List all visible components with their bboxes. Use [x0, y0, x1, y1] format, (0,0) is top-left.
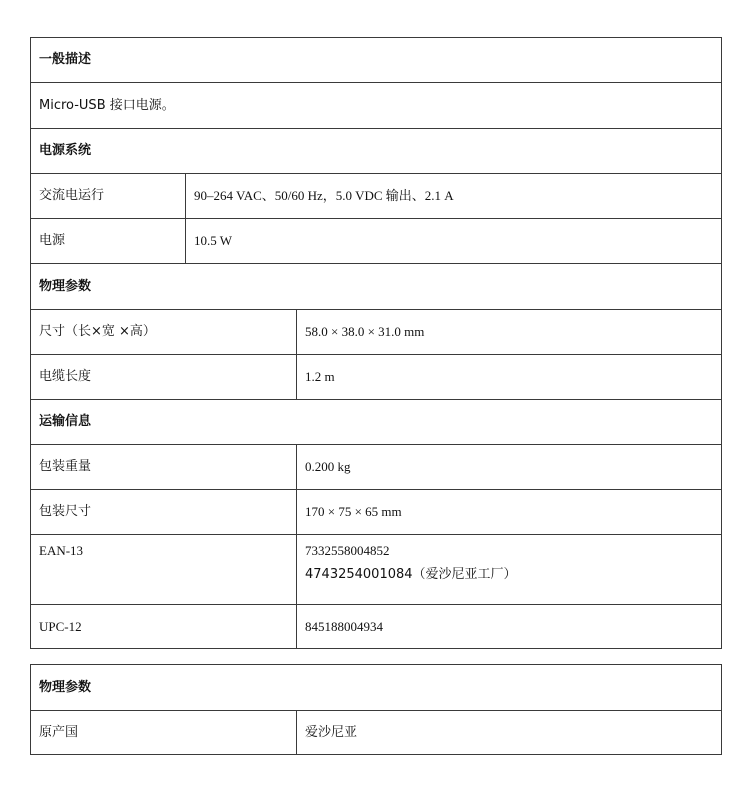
shipping-header: 运输信息 [39, 414, 92, 429]
ean-values [297, 535, 721, 604]
shipping-header-row [31, 399, 721, 444]
upc-value: 845188004934 [305, 618, 383, 634]
upc-label: UPC-12 [31, 605, 297, 648]
package-size-value: 170 × 75 × 65 mm [305, 504, 402, 519]
ean-value-1: 7332558004852 [305, 543, 390, 558]
ean-value-2: 4743254001084（爱沙尼亚工厂） [305, 567, 517, 582]
cable-length-value: 1.2 m [305, 369, 335, 384]
table-row [31, 354, 721, 399]
physical-shipping-table [30, 263, 722, 649]
origin-header: 物理参数 [39, 679, 92, 695]
ean-label: EAN-13 [31, 535, 297, 604]
ac-operation-label: 交流电运行 [31, 174, 186, 218]
cable-length-label: 电缆长度 [31, 355, 297, 399]
table-row [31, 309, 721, 354]
ac-operation-value: 90–264 VAC、50/60 Hz，5.0 VDC 输出、2.1 A [194, 188, 454, 203]
table-row [31, 604, 721, 648]
physical-header-row [31, 264, 721, 309]
power-header-row [31, 128, 721, 173]
table-row [31, 710, 721, 754]
power-value: 10.5 W [194, 233, 233, 248]
physical-header: 物理参数 [39, 278, 92, 294]
origin-header-row [31, 665, 721, 710]
table-row [31, 173, 721, 218]
package-weight-label: 包装重量 [31, 445, 297, 489]
power-header: 电源系统 [39, 143, 92, 158]
general-desc-row [31, 82, 721, 128]
table-row [31, 534, 721, 604]
origin-table [30, 664, 722, 755]
origin-label: 原产国 [31, 711, 297, 754]
table-row [31, 444, 721, 489]
general-power-table [30, 37, 722, 264]
power-label: 电源 [31, 219, 186, 263]
table-row [31, 218, 721, 263]
dimensions-label: 尺寸（长×宽 ×高） [31, 310, 297, 354]
general-header-row [31, 38, 721, 82]
origin-value: 爱沙尼亚 [305, 724, 358, 740]
package-weight-value: 0.200 kg [305, 459, 351, 474]
general-description: Micro-USB 接口电源。 [39, 97, 175, 113]
general-header: 一般描述 [39, 52, 92, 67]
dimensions-value: 58.0 × 38.0 × 31.0 mm [305, 324, 425, 339]
table-row [31, 489, 721, 534]
package-size-label: 包装尺寸 [31, 490, 297, 534]
